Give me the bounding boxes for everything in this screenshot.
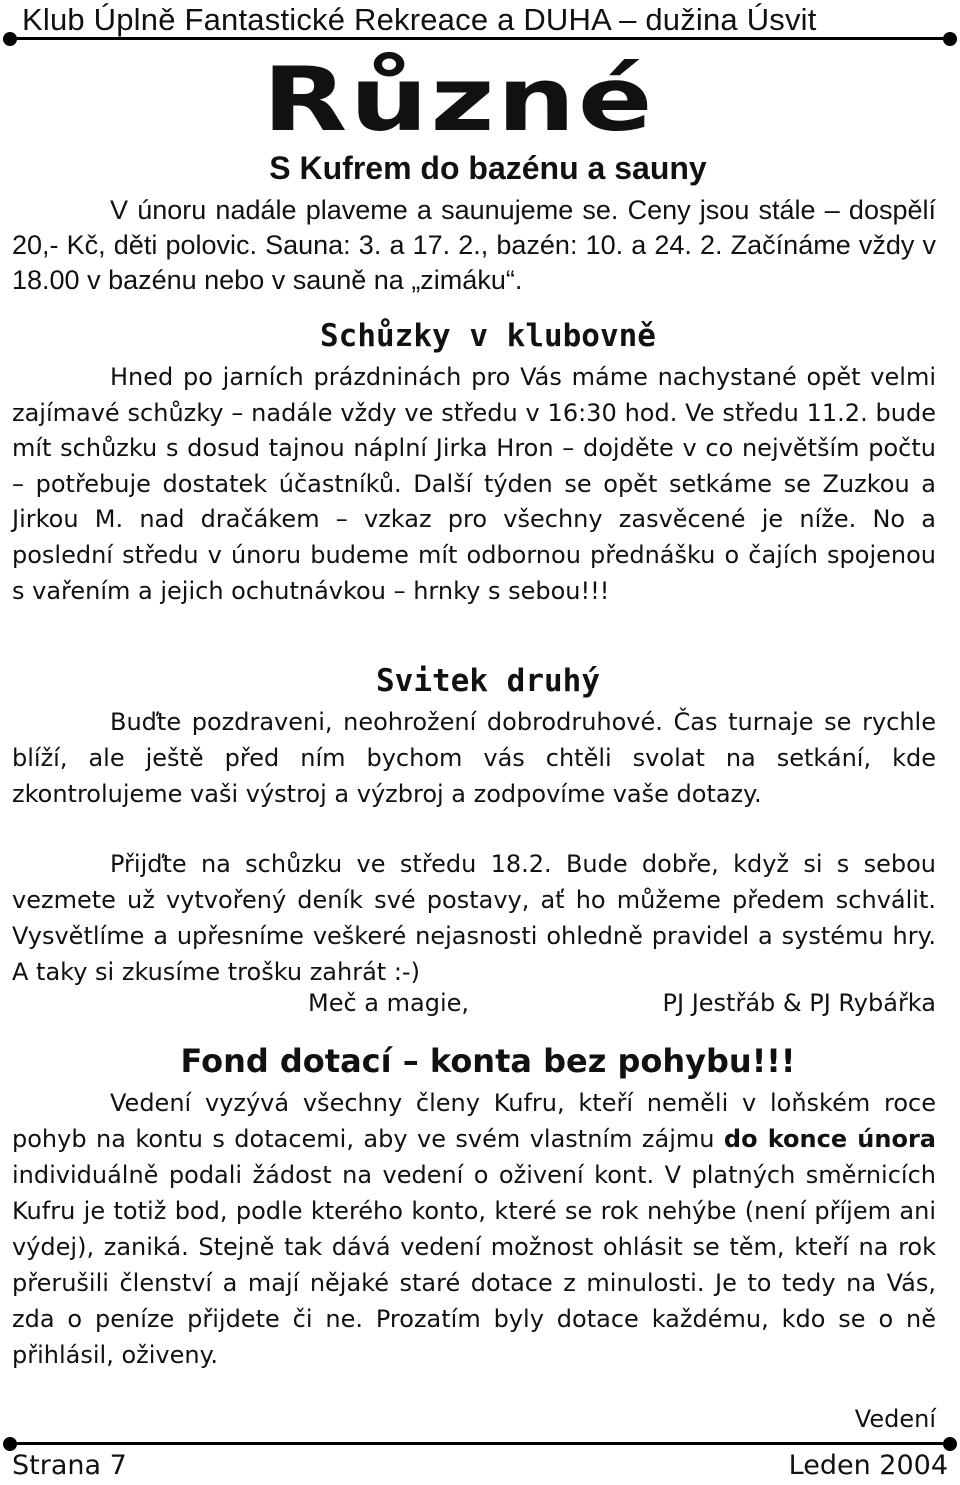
section-body-scroll-2: Přijďte na schůzku ve středu 18.2. Bude dobře, když si s sebou vezmete už vytvořený deník své postavy, ať ho můžeme předem schválit. Vysvětlíme a upřesníme veškeré nejasnosti ohledně pravidel a systému hry. A taky si zkusíme trošku zahrát :-) [12, 850, 936, 986]
section-body-scroll-1: Buďte pozdraveni, neohrožení dobrodruhové. Čas turnaje se rychle blíží, ale ještě před ním bychom vás chtěli svolat na setkání, kde zkontrolujeme vaši výstroj a výzbroj a zodpovíme vaše dotazy. [12, 708, 936, 808]
section-title-club-meetings: Schůzky v klubovně [320, 318, 656, 354]
footer-rule [10, 1442, 950, 1445]
section-body-club-meetings [12, 360, 936, 609]
page-title: Různé [262, 48, 655, 151]
section-body-fund [12, 1085, 936, 1373]
signature-right: PJ Jestřáb & PJ Rybářka [662, 989, 936, 1017]
header-rule-right-dot [943, 32, 957, 46]
section-title-scroll: Svitek druhý [376, 663, 600, 699]
section-body-pool: V únoru nadále plaveme a saunujeme se. Ceny jsou stále – dospělí 20,- Kč, děti polovic. Sauna: 3. a 17. 2., bazén: 10. a 24. 2. Začínáme vždy v 18.00 v bazénu nebo v sauně na „zimáku“. [12, 195, 936, 295]
page-number: Strana 7 [12, 1450, 127, 1481]
section-title-fund: Fond dotací – konta bez pohybu!!! [180, 1042, 796, 1080]
section-body-club-meetings-text: Hned po jarních prázdninách pro Vás máme nachystané opět velmi zajímavé schůzky – nadále vždy ve středu v 16:30 hod. Ve středu 11.2. bude mít schůzku s dosud tajnou náplní Jirka Hron – dojděte v co největším počtu – potřebuje dostatek účastníků. Další týden se opět setkáme se Zuzkou a Jirkou M. nad dračákem – vzkaz pro všechny zasvěcené je níže. No a poslední středu v únoru budeme mít odbornou přednášku o čajích spojenou s vařením a jejich ochutnávkou – hrnky s sebou!!! [12, 363, 936, 605]
issue-date: Leden 2004 [788, 1450, 948, 1481]
signature-management: Vedení [854, 1405, 936, 1433]
fund-text-start: Vedení vyzývá všechny členy Kufru, kteří neměli v loňském roce pohyb na kontu s dotacemi, aby ve svém vlastním zájmu [12, 1089, 936, 1153]
newsletter-header: Klub Úplně Fantastické Rekreace a DUHA – dužina Úsvit [22, 2, 817, 37]
fund-text-end: individuálně podali žádost na vedení o oživení kont. V platných směrnicích Kufru je totiž bod, podle kterého konto, které se rok nehýbe (není příjem ani výdej), zaniká. Stejně tak dává vedení možnost ohlásit se těm, kteří na rok přerušili členství a mají nějaké staré dotace z minulosti. Je to tedy na Vás, zda o peníze přijdete či ne. Prozatím byly dotace každému, kdo se o ně přihlásil, oživeny. [12, 1161, 936, 1369]
fund-deadline: do konce února [723, 1125, 936, 1153]
signature-left: Meč a magie, [308, 989, 470, 1017]
section-title-pool: S Kufrem do bazénu a sauny [269, 150, 707, 186]
footer-rule-right-dot [943, 1437, 957, 1451]
header-rule [10, 37, 950, 40]
